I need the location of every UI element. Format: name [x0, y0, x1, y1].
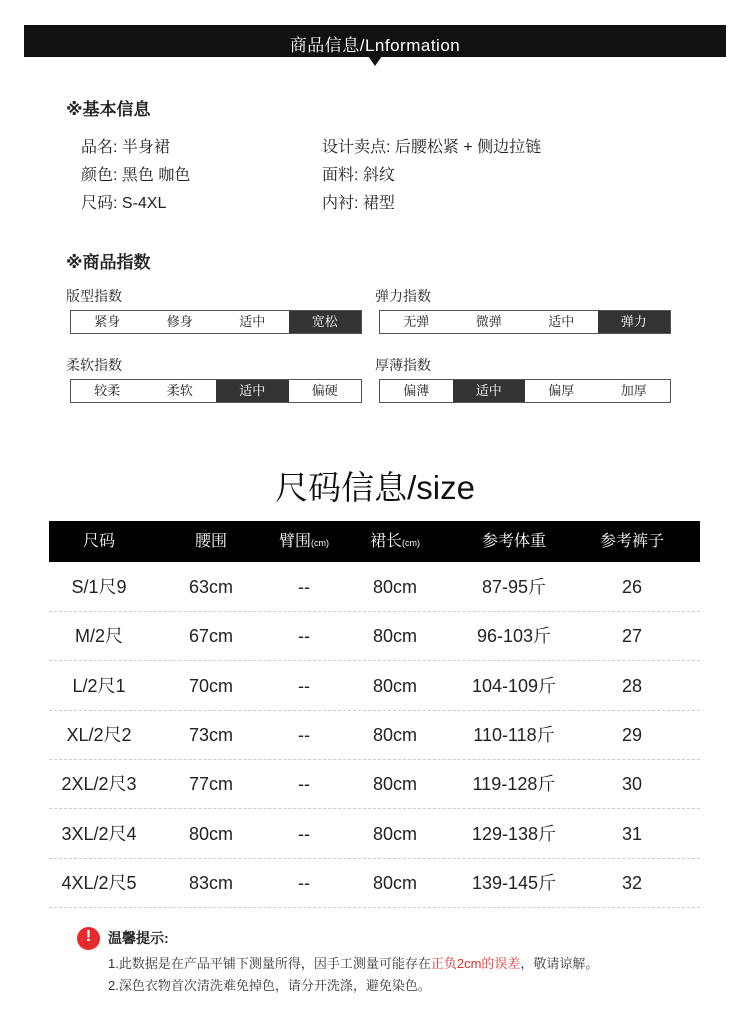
cell-length: 80cm	[372, 872, 417, 893]
product-color: 颜色: 黑色 咖色	[81, 167, 191, 184]
cell-waist: 67cm	[188, 626, 233, 647]
product-name: 品名: 半身裙	[81, 139, 170, 156]
elastic-option: 无弹	[403, 314, 430, 329]
softness-index-scale	[70, 379, 362, 403]
cell-waist: 70cm	[188, 675, 233, 696]
elastic-option: 适中	[548, 314, 575, 329]
softness-index-title: 柔软指数	[66, 357, 122, 373]
cell-weight: 119-128斤	[472, 774, 556, 795]
cell-pants: 31	[621, 823, 643, 844]
cell-arm: --	[298, 626, 310, 647]
cell-size: L/2尺1	[72, 675, 126, 696]
cell-arm: --	[298, 872, 310, 893]
cell-arm: --	[298, 724, 310, 745]
elastic-option: 微弹	[475, 314, 502, 329]
table-row	[49, 810, 700, 859]
fit-option: 修身	[166, 314, 193, 329]
size-table-header	[49, 521, 700, 562]
cell-size: 4XL/2尺5	[61, 872, 137, 893]
warning-icon	[77, 927, 100, 950]
tip-line-1-highlight: 正负2cm的误差	[430, 956, 521, 971]
cell-arm: --	[298, 577, 310, 597]
cell-length: 80cm	[372, 577, 417, 597]
cell-arm: --	[298, 774, 310, 795]
tip-line-1-text: 1.此数据是在产品平铺下测量所得，因手工测量可能存在	[108, 956, 431, 971]
thickness-index-title: 厚薄指数	[375, 357, 431, 373]
cell-length: 80cm	[372, 774, 417, 795]
thickness-option-selected: 适中	[453, 380, 526, 402]
cell-waist: 80cm	[188, 823, 233, 844]
cell-size: 3XL/2尺4	[61, 823, 137, 844]
header-waist: 腰围	[194, 533, 227, 550]
basic-info-title: ※基本信息	[66, 100, 151, 119]
table-row	[49, 711, 700, 760]
cell-length: 80cm	[372, 675, 417, 696]
header-arm	[254, 521, 354, 562]
softness-option: 柔软	[166, 383, 193, 398]
cell-length: 80cm	[372, 823, 417, 844]
tip-line-1	[108, 953, 598, 972]
cell-pants: 30	[621, 774, 643, 795]
cell-weight: 96-103斤	[476, 626, 552, 647]
cell-weight: 104-109斤	[471, 675, 557, 696]
tip-line-1-end: ，敬请谅解。	[520, 956, 599, 971]
design-feature: 设计卖点: 后腰松紧 + 侧边拉链	[322, 139, 542, 156]
fabric: 面料: 斜纹	[322, 167, 395, 184]
cell-weight: 87-95斤	[481, 577, 547, 597]
cell-pants: 32	[621, 872, 643, 893]
header-pants: 参考裤子	[599, 533, 664, 550]
cell-size: XL/2尺2	[66, 724, 132, 745]
elastic-index-title: 弹力指数	[375, 288, 431, 304]
header-arm-unit: (cm)	[311, 538, 329, 548]
cell-size: M/2尺	[74, 626, 123, 647]
cell-length: 80cm	[372, 724, 417, 745]
cell-pants: 29	[621, 724, 643, 745]
fit-option: 适中	[239, 314, 266, 329]
header-weight: 参考体重	[481, 533, 546, 550]
fit-index-scale	[70, 310, 362, 334]
cell-pants: 28	[621, 675, 643, 696]
tip-line-2: 2.深色衣物首次清洗难免掉色，请分开洗涤，避免染色。	[108, 978, 431, 993]
header-size: 尺码	[82, 533, 115, 550]
thickness-index-scale	[379, 379, 671, 403]
cell-waist: 83cm	[188, 872, 233, 893]
product-size: 尺码: S-4XL	[81, 195, 167, 212]
cell-waist: 63cm	[188, 577, 233, 597]
cell-pants: 27	[621, 626, 643, 647]
softness-option-selected: 适中	[216, 380, 289, 402]
header-arm-label: 臂围	[278, 533, 311, 550]
cell-waist: 77cm	[188, 774, 233, 795]
table-row	[49, 563, 700, 612]
thickness-option: 偏厚	[548, 383, 575, 398]
cell-arm: --	[298, 823, 310, 844]
cell-weight: 139-145斤	[471, 872, 557, 893]
table-row	[49, 662, 700, 711]
banner-title: 商品信息/Lnformation	[289, 36, 461, 55]
table-row	[49, 760, 700, 809]
softness-option: 较柔	[94, 383, 121, 398]
cell-arm: --	[298, 675, 310, 696]
fit-option-selected: 宽松	[289, 311, 362, 333]
info-banner	[24, 25, 726, 57]
product-index-title: ※商品指数	[66, 253, 151, 272]
cell-size: 2XL/2尺3	[61, 774, 137, 795]
cell-pants: 26	[621, 577, 643, 597]
banner-arrow-icon	[368, 56, 382, 66]
cell-weight: 110-118斤	[473, 724, 555, 745]
table-row	[49, 859, 700, 908]
cell-weight: 129-138斤	[471, 823, 557, 844]
fit-option: 紧身	[94, 314, 121, 329]
softness-option: 偏硬	[311, 383, 338, 398]
thickness-option: 偏薄	[403, 383, 430, 398]
header-length	[345, 521, 445, 562]
elastic-index-scale	[379, 310, 671, 334]
thickness-option: 加厚	[620, 383, 647, 398]
header-length-label: 裙长	[369, 533, 402, 550]
cell-waist: 73cm	[188, 724, 233, 745]
cell-size: S/1尺9	[71, 577, 127, 597]
fit-index-title: 版型指数	[66, 288, 122, 304]
header-length-unit: (cm)	[402, 538, 420, 548]
size-info-title: 尺码信息/size	[275, 469, 475, 506]
elastic-option-selected: 弹力	[598, 311, 671, 333]
tips-title: 温馨提示:	[108, 930, 169, 946]
lining: 内衬: 裙型	[322, 195, 395, 212]
cell-length: 80cm	[372, 626, 417, 647]
table-row	[49, 612, 700, 661]
